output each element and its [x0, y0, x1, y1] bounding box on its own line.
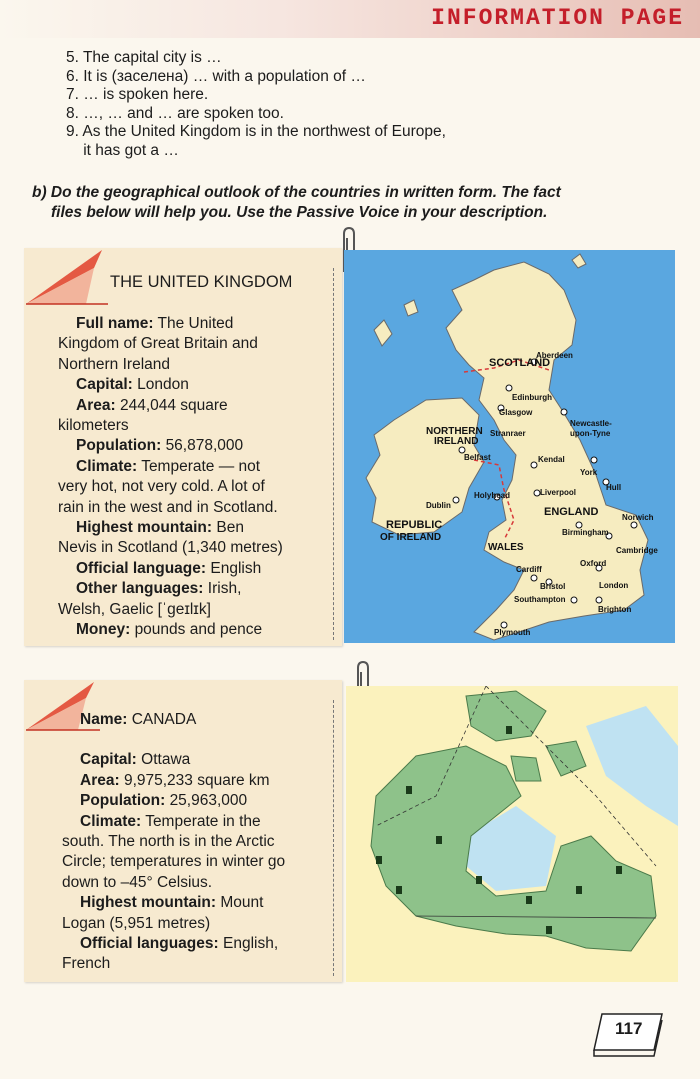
- uk-map-graphic: [344, 250, 675, 643]
- map-label-holyhead: Holyhead: [474, 491, 511, 500]
- capital-label: Capital:: [80, 751, 137, 769]
- full-name-value: The United: [157, 315, 234, 332]
- mountain-label: Highest mountain:: [76, 519, 213, 537]
- full-name-label: Full name:: [76, 315, 154, 332]
- list-item: 8. …, … and … are spoken too.: [66, 104, 284, 122]
- map-label-norwich: Norwich: [622, 513, 654, 522]
- map-label-newcastle: Newcastle-: [570, 419, 612, 428]
- list-item: 6. It is (заселена) … with a population of …: [66, 67, 366, 85]
- map-label-upon-tyne: upon-Tyne: [570, 429, 611, 438]
- map-label-wales: WALES: [488, 542, 524, 553]
- official-language-value: English: [210, 559, 262, 577]
- capital-value: London: [137, 376, 189, 394]
- area-label: Area:: [80, 771, 120, 789]
- list-item: 9. As the United Kingdom is in the northwest of Europe,: [66, 123, 446, 140]
- map-label-bristol: Bristol: [540, 582, 566, 591]
- list-item: 7. … is spoken here.: [66, 86, 209, 103]
- folded-corner-icon: [24, 248, 114, 308]
- population-value: 56,878,000: [165, 437, 244, 455]
- map-label-cardiff: Cardiff: [516, 565, 542, 574]
- map-label-scotland: SCOTLAND: [489, 357, 551, 369]
- climate-value: Temperate in the: [145, 812, 261, 830]
- map-label-london: London: [599, 581, 629, 590]
- official-languages-label: Official languages:: [80, 935, 219, 953]
- canada-map-graphic: [346, 686, 678, 982]
- map-label-glasgow: Glasgow: [499, 408, 533, 417]
- mountain-value: Ben: [216, 519, 244, 537]
- capital-value: Ottawa: [141, 751, 191, 769]
- map-label-plymouth: Plymouth: [494, 628, 531, 637]
- climate-line-2: very hot, not very cold. A lot of: [58, 478, 265, 496]
- population-label: Population:: [80, 792, 166, 810]
- mountain-line-2: Logan (5,951 metres): [62, 914, 211, 932]
- map-label-edinburgh: Edinburgh: [512, 393, 552, 402]
- map-label-kendal: Kendal: [538, 455, 565, 464]
- canada-map: [346, 686, 678, 982]
- map-label-belfast: Belfast: [464, 453, 491, 462]
- official-languages-line-2: French: [62, 955, 111, 973]
- page-number: 117: [615, 1019, 643, 1038]
- full-name-line-3: Northern Ireland: [58, 355, 171, 373]
- area-value: 9,975,233 square km: [123, 771, 270, 789]
- climate-value: Temperate — not: [141, 457, 261, 475]
- map-label-brighton: Brighton: [598, 605, 632, 614]
- mountain-label: Highest mountain:: [80, 894, 217, 912]
- area-value: 244,044 square: [119, 396, 228, 414]
- uk-card-title: THE UNITED KINGDOM: [110, 273, 293, 291]
- map-label-stranraer: Stranraer: [490, 429, 526, 438]
- official-languages-value: English,: [222, 935, 279, 953]
- map-label-northern: NORTHERN: [426, 426, 483, 437]
- map-label-ireland: IRELAND: [434, 436, 479, 447]
- card-divider: [333, 268, 334, 640]
- area-line-2: kilometers: [58, 417, 129, 435]
- map-label-oxford: Oxford: [580, 559, 607, 568]
- money-label: Money:: [76, 621, 131, 639]
- area-label: Area:: [76, 396, 116, 414]
- other-languages-label: Other languages:: [76, 580, 204, 598]
- canada-fact-card: [24, 680, 342, 982]
- capital-label: Capital:: [76, 376, 133, 394]
- map-label-cambridge: Cambridge: [616, 546, 658, 555]
- list-item: it has got a …: [66, 141, 179, 159]
- uk-map: [344, 250, 675, 643]
- mountain-line-2: Nevis in Scotland (1,340 metres): [58, 539, 283, 557]
- task-line-1: b) Do the geographical outlook of the countries in written form. The fact: [32, 184, 561, 201]
- map-label-republic: REPUBLIC: [386, 519, 443, 531]
- map-label-york: York: [580, 468, 598, 477]
- task-line-2: files below will help you. Use the Passive Voice in your description.: [51, 204, 548, 221]
- uk-fact-text: [58, 314, 330, 641]
- canada-fact-text: [62, 710, 334, 975]
- uk-fact-card: [24, 248, 342, 646]
- exercise-list: [66, 49, 446, 160]
- name-label: Name:: [80, 711, 128, 728]
- map-label-southampton: Southampton: [514, 595, 566, 604]
- climate-label: Climate:: [80, 812, 142, 830]
- other-languages-line-2: Welsh, Gaelic [ˈgeɪlɪk]: [58, 600, 211, 618]
- map-label-birmingham: Birmingham: [562, 528, 609, 537]
- map-label-of-ireland: OF IRELAND: [380, 532, 442, 543]
- mountain-value: Mount: [220, 894, 264, 912]
- list-item: 5. The capital city is …: [66, 49, 222, 66]
- full-name-line-2: Kingdom of Great Britain and: [58, 335, 258, 353]
- official-language-label: Official language:: [76, 559, 207, 577]
- name-value: CANADA: [131, 711, 197, 728]
- map-label-liverpool: Liverpool: [540, 488, 577, 497]
- population-value: 25,963,000: [169, 792, 248, 810]
- climate-line-2: south. The north is in the Arctic: [62, 833, 275, 851]
- map-label-england: ENGLAND: [544, 506, 599, 518]
- map-label-dublin: Dublin: [426, 501, 451, 510]
- climate-line-3: Circle; temperatures in winter go: [62, 853, 286, 871]
- climate-line-4: down to –45° Celsius.: [62, 873, 213, 891]
- other-languages-value: Irish,: [207, 580, 242, 598]
- population-label: Population:: [76, 437, 162, 455]
- climate-label: Climate:: [76, 457, 138, 475]
- task-instruction: [32, 183, 672, 223]
- map-label-hull: Hull: [606, 483, 622, 492]
- page-header: INFORMATION PAGE: [431, 5, 684, 31]
- map-label-aberdeen: Aberdeen: [536, 351, 573, 360]
- money-value: pounds and pence: [134, 621, 263, 639]
- climate-line-3: rain in the west and in Scotland.: [58, 498, 278, 516]
